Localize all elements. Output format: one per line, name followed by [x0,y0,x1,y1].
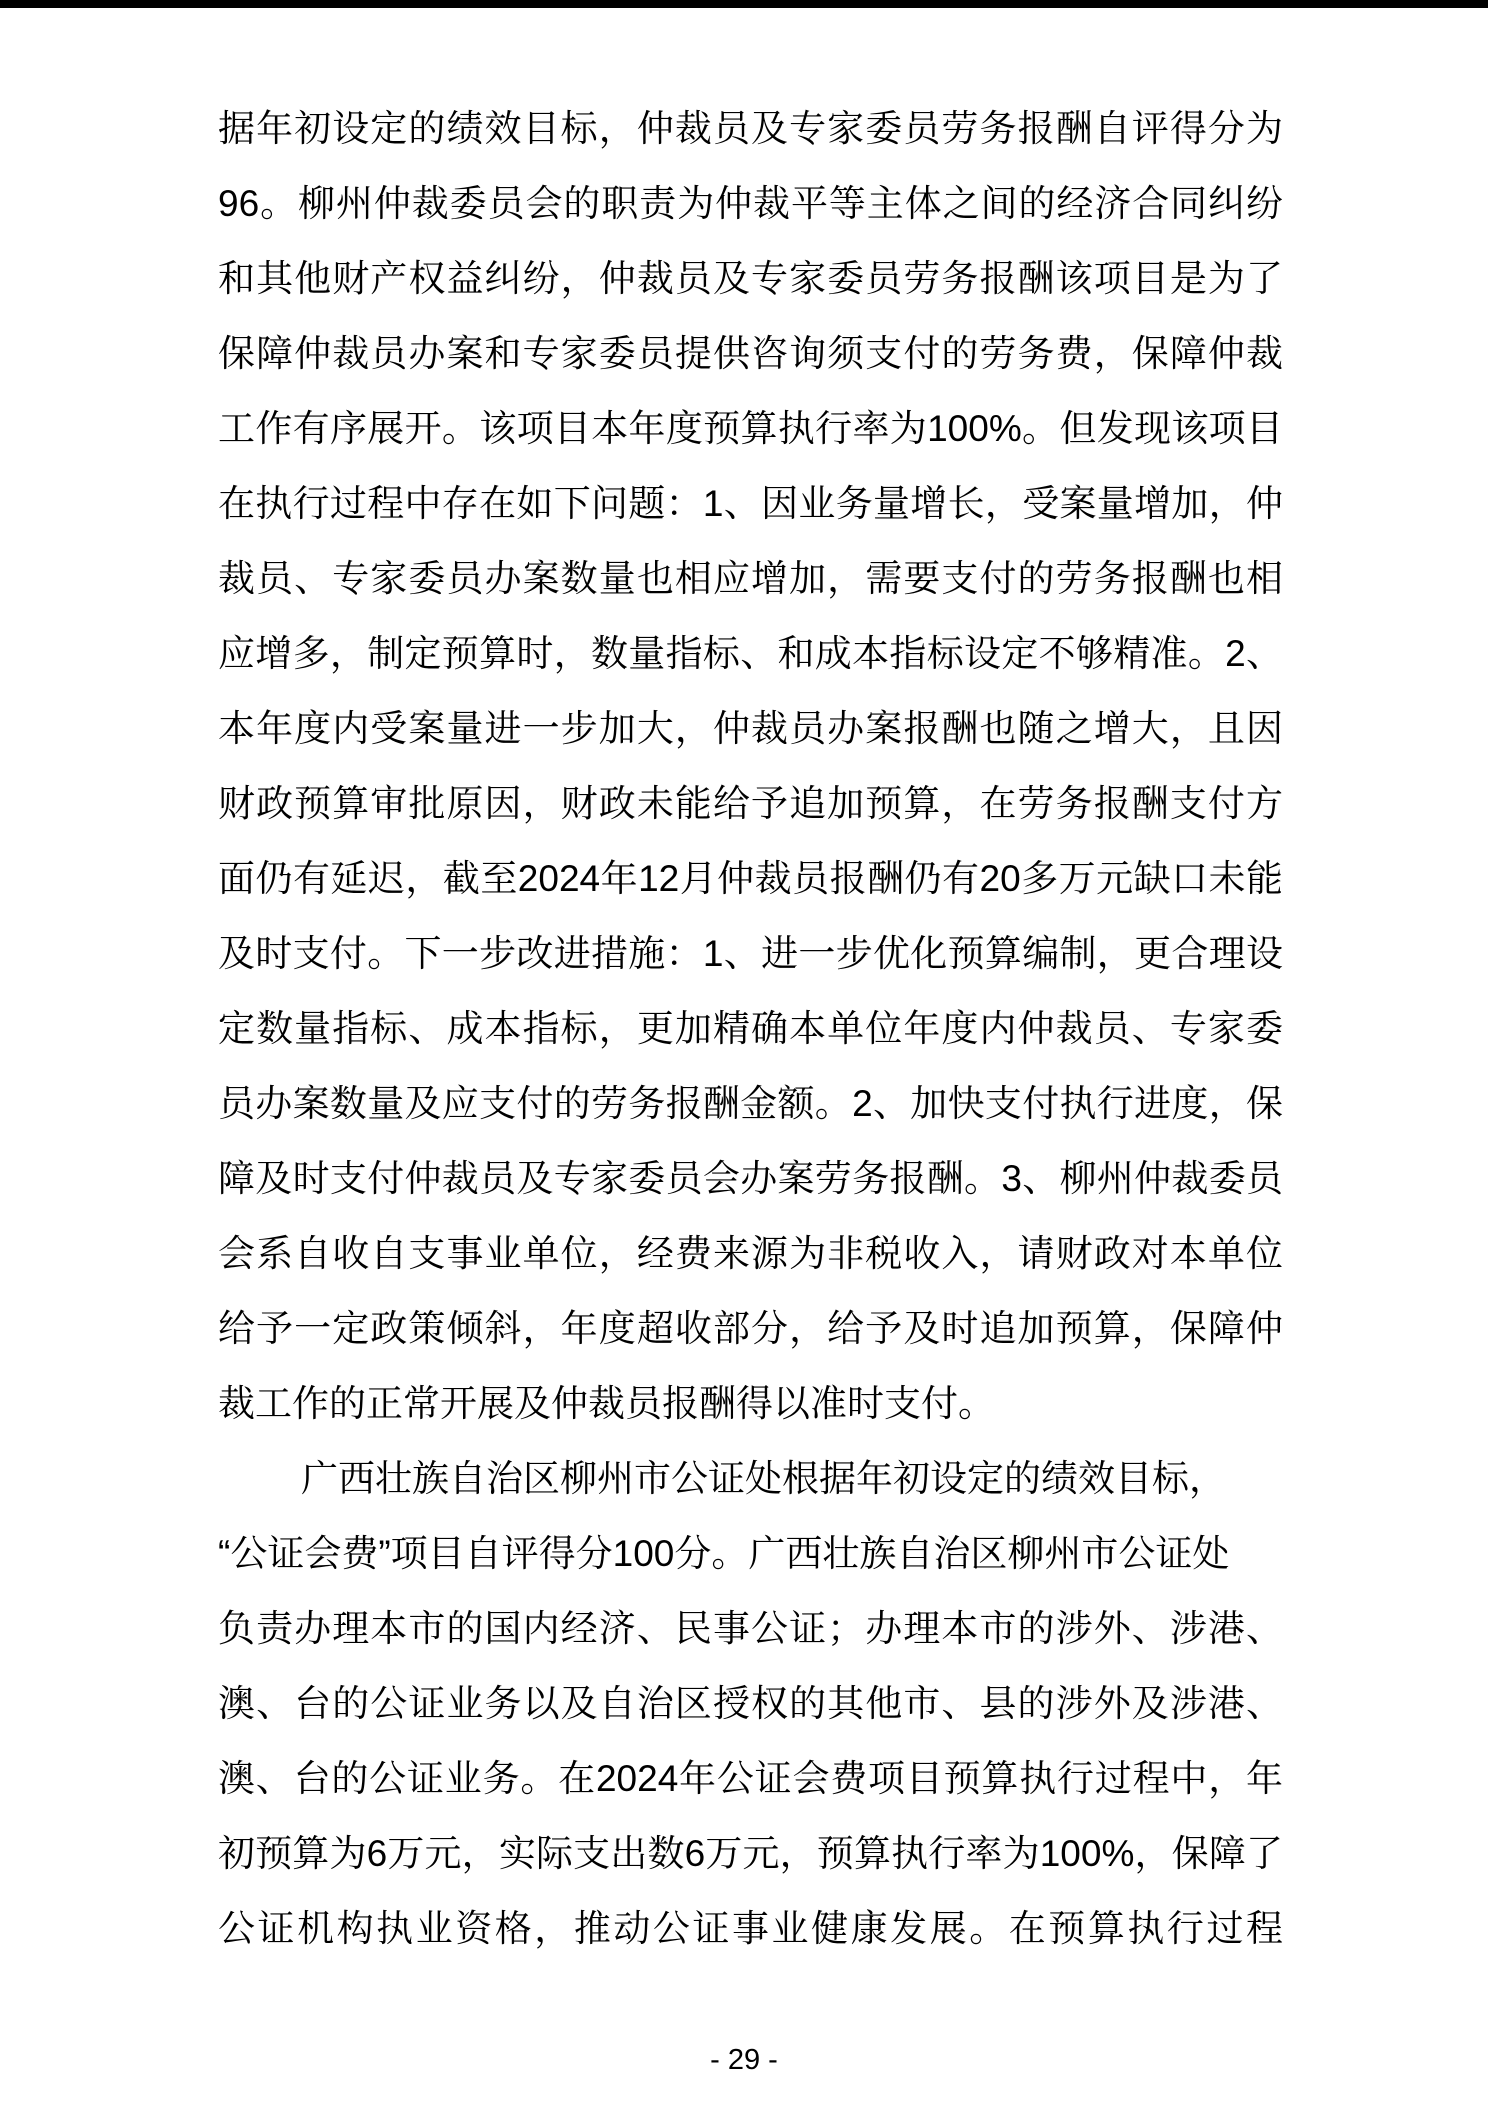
text-line: 保障仲裁员办案和专家委员提供咨询须支付的劳务费，保障仲裁 [218,333,1283,374]
text-line: 初预算为6万元，实际支出数6万元，预算执行率为100%，保障了 [218,1833,1283,1874]
text-line: 澳、台的公证业务。在2024年公证会费项目预算执行过程中，年 [218,1758,1283,1799]
text-line: 工作有序展开。该项目本年度预算执行率为100%。但发现该项目 [218,408,1283,449]
text-line: 广西壮族自治区柳州市公证处根据年初设定的绩效目标， [301,1458,1226,1499]
text-line: “公证会费”项目自评得分100分。广西壮族自治区柳州市公证处 [218,1533,1230,1574]
scan-edge-bar [0,0,1488,8]
text-line: 面仍有延迟，截至2024年12月仲裁员报酬仍有20多万元缺口未能 [218,858,1283,899]
text-line: 裁工作的正常开展及仲裁员报酬得以准时支付。 [218,1383,995,1424]
text-line: 本年度内受案量进一步加大，仲裁员办案报酬也随之增大，且因 [218,708,1283,749]
text-line: 应增多，制定预算时，数量指标、和成本指标设定不够精准。2、 [218,633,1283,674]
text-line: 负责办理本市的国内经济、民事公证；办理本市的涉外、涉港、 [218,1608,1283,1649]
text-line: 财政预算审批原因，财政未能给予追加预算，在劳务报酬支付方 [218,783,1283,824]
text-line: 障及时支付仲裁员及专家委员会办案劳务报酬。3、柳州仲裁委员 [218,1158,1283,1199]
page-number: - 29 - [710,2044,778,2076]
text-line: 和其他财产权益纠纷，仲裁员及专家委员劳务报酬该项目是为了 [218,258,1283,299]
text-line: 在执行过程中存在如下问题：1、因业务量增长，受案量增加，仲 [218,483,1283,524]
text-line: 给予一定政策倾斜，年度超收部分，给予及时追加预算，保障仲 [218,1308,1283,1349]
document-body [218,91,1283,1966]
text-line: 及时支付。下一步改进措施：1、进一步优化预算编制，更合理设 [218,933,1283,974]
text-line: 澳、台的公证业务以及自治区授权的其他市、县的涉外及涉港、 [218,1683,1283,1724]
text-line: 据年初设定的绩效目标，仲裁员及专家委员劳务报酬自评得分为 [218,108,1283,149]
text-line: 裁员、专家委员办案数量也相应增加，需要支付的劳务报酬也相 [218,558,1283,599]
text-line: 公证机构执业资格，推动公证事业健康发展。在预算执行过程 [218,1908,1283,1949]
text-line: 员办案数量及应支付的劳务报酬金额。2、加快支付执行进度，保 [218,1083,1283,1124]
text-line: 96。柳州仲裁委员会的职责为仲裁平等主体之间的经济合同纠纷 [218,183,1283,224]
text-line: 定数量指标、成本指标，更加精确本单位年度内仲裁员、专家委 [218,1008,1283,1049]
text-line: 会系自收自支事业单位，经费来源为非税收入，请财政对本单位 [218,1233,1283,1274]
